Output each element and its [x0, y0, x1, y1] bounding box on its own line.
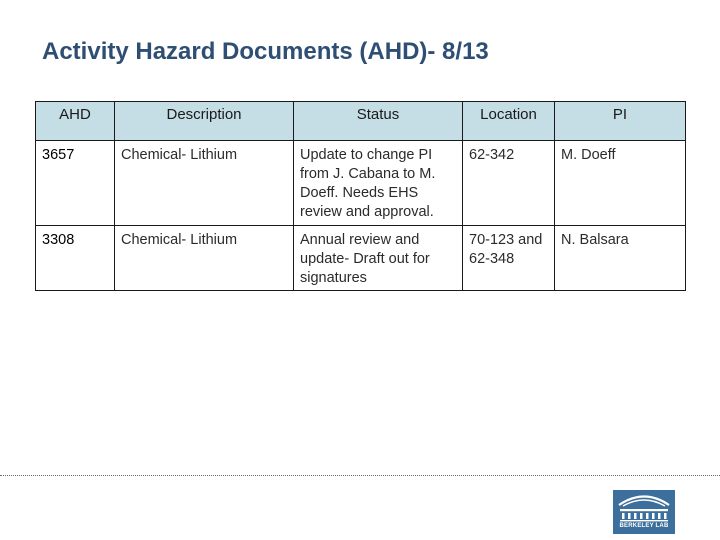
column-header-description: Description — [115, 102, 294, 141]
location-cell: 62-342 — [463, 141, 555, 226]
description-cell: Chemical- Lithium — [115, 226, 294, 291]
description-cell: Chemical- Lithium — [115, 141, 294, 226]
column-header-status: Status — [294, 102, 463, 141]
ahd-table — [35, 101, 686, 291]
table-header-row — [36, 102, 686, 141]
column-header-pi: PI — [555, 102, 686, 141]
page-title: Activity Hazard Documents (AHD)- 8/13 — [42, 38, 489, 65]
status-cell: Update to change PI from J. Cabana to M. Doeff. Needs EHS review and approval. — [294, 141, 463, 226]
location-cell: 70-123 and 62-348 — [463, 226, 555, 291]
pi-cell: N. Balsara — [555, 226, 686, 291]
status-cell: Annual review and update- Draft out for signatures — [294, 226, 463, 291]
column-header-location: Location — [463, 102, 555, 141]
table-row — [36, 226, 686, 291]
table-row — [36, 141, 686, 226]
pi-cell: M. Doeff — [555, 141, 686, 226]
footer-divider — [0, 475, 720, 476]
column-header-ahd: AHD — [36, 102, 115, 141]
berkeley-lab-logo — [613, 490, 675, 534]
ahd-number-cell: 3308 — [36, 226, 115, 291]
logo-wordmark: BERKELEY LAB — [619, 523, 669, 529]
ahd-number-cell: 3657 — [36, 141, 115, 226]
